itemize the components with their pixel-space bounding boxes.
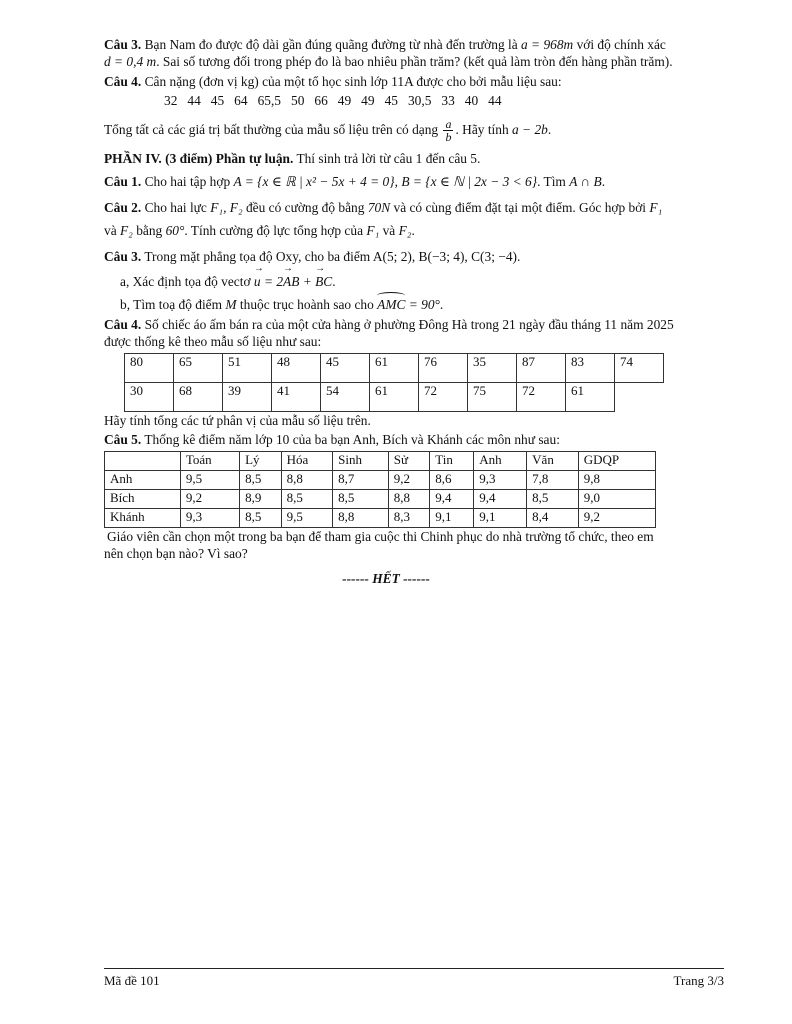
exam-page bbox=[104, 36, 728, 588]
question-label: Câu 4. bbox=[104, 316, 142, 332]
table-header-row: Toán Lý Hóa Sinh Sử Tin Anh Văn GDQP bbox=[105, 451, 656, 470]
weight-values: 32 44 45 64 65,5 50 66 49 49 45 30,5 33 40 44 bbox=[164, 93, 502, 109]
question-3a: a, Xác định tọa độ vectơ → u = 2→ AB + → BC. bbox=[104, 273, 728, 290]
question-label: Câu 5. bbox=[104, 432, 142, 448]
question-label: Câu 3. bbox=[104, 37, 142, 52]
question-label: Câu 3. bbox=[104, 248, 142, 264]
table-row: Khánh 9,3 8,5 9,5 8,8 8,3 9,1 9,1 8,4 9,2 bbox=[105, 508, 656, 527]
set-b: B = {x ∈ ℕ | 2x − 3 < 6} bbox=[401, 174, 538, 190]
points: A(5; 2), B(−3; 4), C(3; −4). bbox=[372, 248, 521, 264]
question-label: Câu 1. bbox=[104, 174, 142, 190]
page-footer bbox=[104, 968, 724, 990]
page-number: Trang 3/3 bbox=[673, 973, 724, 988]
question-2: Câu 2. Cho hai lực F₁, F₂ đều có cường độ bằng 70N và có cùng điểm đặt tại một điểm. Góc hợp bởi F₁ bbox=[104, 199, 663, 215]
vector-u: → u bbox=[254, 273, 261, 290]
math-a-value: a = 968m bbox=[521, 37, 574, 52]
end-marker: ------ HẾT ------ bbox=[342, 571, 430, 587]
vector-ab: → AB bbox=[283, 273, 299, 290]
question-5: Câu 5. Thống kê điểm năm lớp 10 của ba bạn Anh, Bích và Khánh các môn như sau: bbox=[104, 432, 560, 448]
question-3b: b, Tìm toạ độ điểm M thuộc trục hoành sao cho AMC = 90°. bbox=[120, 297, 444, 313]
question-4-part3: Câu 4. Cân nặng (đơn vị kg) của một tổ học sinh lớp 11A được cho bởi mẫu liệu sau: bbox=[104, 73, 562, 89]
question-label: Câu 4. bbox=[104, 73, 142, 89]
part-4-heading: PHẦN IV. (3 điểm) Phần tự luận. Thí sinh trả lời từ câu 1 đến câu 5. bbox=[104, 150, 481, 166]
vector-bc: → BC bbox=[315, 273, 332, 290]
table-row: 80 65 51 48 45 61 76 35 87 83 74 bbox=[125, 353, 664, 382]
table-row: Anh 9,5 8,5 8,8 8,7 9,2 8,6 9,3 7,8 9,8 bbox=[105, 470, 656, 489]
question-5-ask: Giáo viên cần chọn một trong ba bạn để tham gia cuộc thi Chinh phục do nhà trường tổ chức, theo em nên chọn bạn nào? Vì sao? bbox=[104, 528, 654, 561]
sales-table bbox=[124, 353, 664, 412]
forces: F₁, F₂ bbox=[210, 199, 243, 215]
angle-amc: AMC bbox=[377, 297, 406, 313]
question-4-ask: Tổng tất cả các giá trị bất thường của mẫu số liệu trên có dạng $\frac{a}{b}$ . Hãy tính a − 2b. bbox=[104, 116, 552, 145]
question-3-part3: Câu 3. Bạn Nam đo được độ dài gần đúng quãng đường từ nhà đến trường là a = 968m với độ chính xác d = 0,4 m. Sai số tương đối trong phép đo là bao nhiêu phần trăm? (kết quả làm tròn đến hàng phần trăm). bbox=[104, 37, 673, 70]
fraction-a-over-b: $\frac{a}{b}$ bbox=[445, 116, 452, 145]
table-row: 30 68 39 41 54 61 72 75 72 61 bbox=[125, 382, 664, 411]
math-d-value: d = 0,4 m bbox=[104, 54, 157, 70]
exam-code: Mã đề 101 bbox=[104, 973, 160, 988]
question-3: Câu 3. Trong mặt phẳng tọa độ Oxy, cho ba điểm A(5; 2), B(−3; 4), C(3; −4). bbox=[104, 248, 521, 264]
question-4-ask: Hãy tính tổng các tứ phân vị của mẫu số liệu trên. bbox=[104, 412, 371, 428]
set-a: A = {x ∈ ℝ | x² − 5x + 4 = 0} bbox=[233, 174, 395, 190]
question-2-cont: và F₂ bằng 60°. Tính cường độ lực tổng hợp của F₁ và F₂. bbox=[104, 223, 415, 239]
question-label: Câu 2. bbox=[104, 199, 142, 215]
table-row: Bích 9,2 8,9 8,5 8,5 8,8 9,4 9,4 8,5 9,0 bbox=[105, 489, 656, 508]
scores-table bbox=[104, 451, 656, 528]
question-1: Câu 1. Cho hai tập hợp A = {x ∈ ℝ | x² − 5x + 4 = 0}, B = {x ∈ ℕ | 2x − 3 < 6}. Tìm A ∩ B. bbox=[104, 174, 606, 190]
question-4: Câu 4. Số chiếc áo ấm bán ra của một cửa hàng ở phường Đông Hà trong 21 ngày đầu tháng 11 năm 2025 được thống kê theo mẫu số liệu như sau: bbox=[104, 316, 674, 350]
intersection: A ∩ B bbox=[569, 174, 602, 190]
